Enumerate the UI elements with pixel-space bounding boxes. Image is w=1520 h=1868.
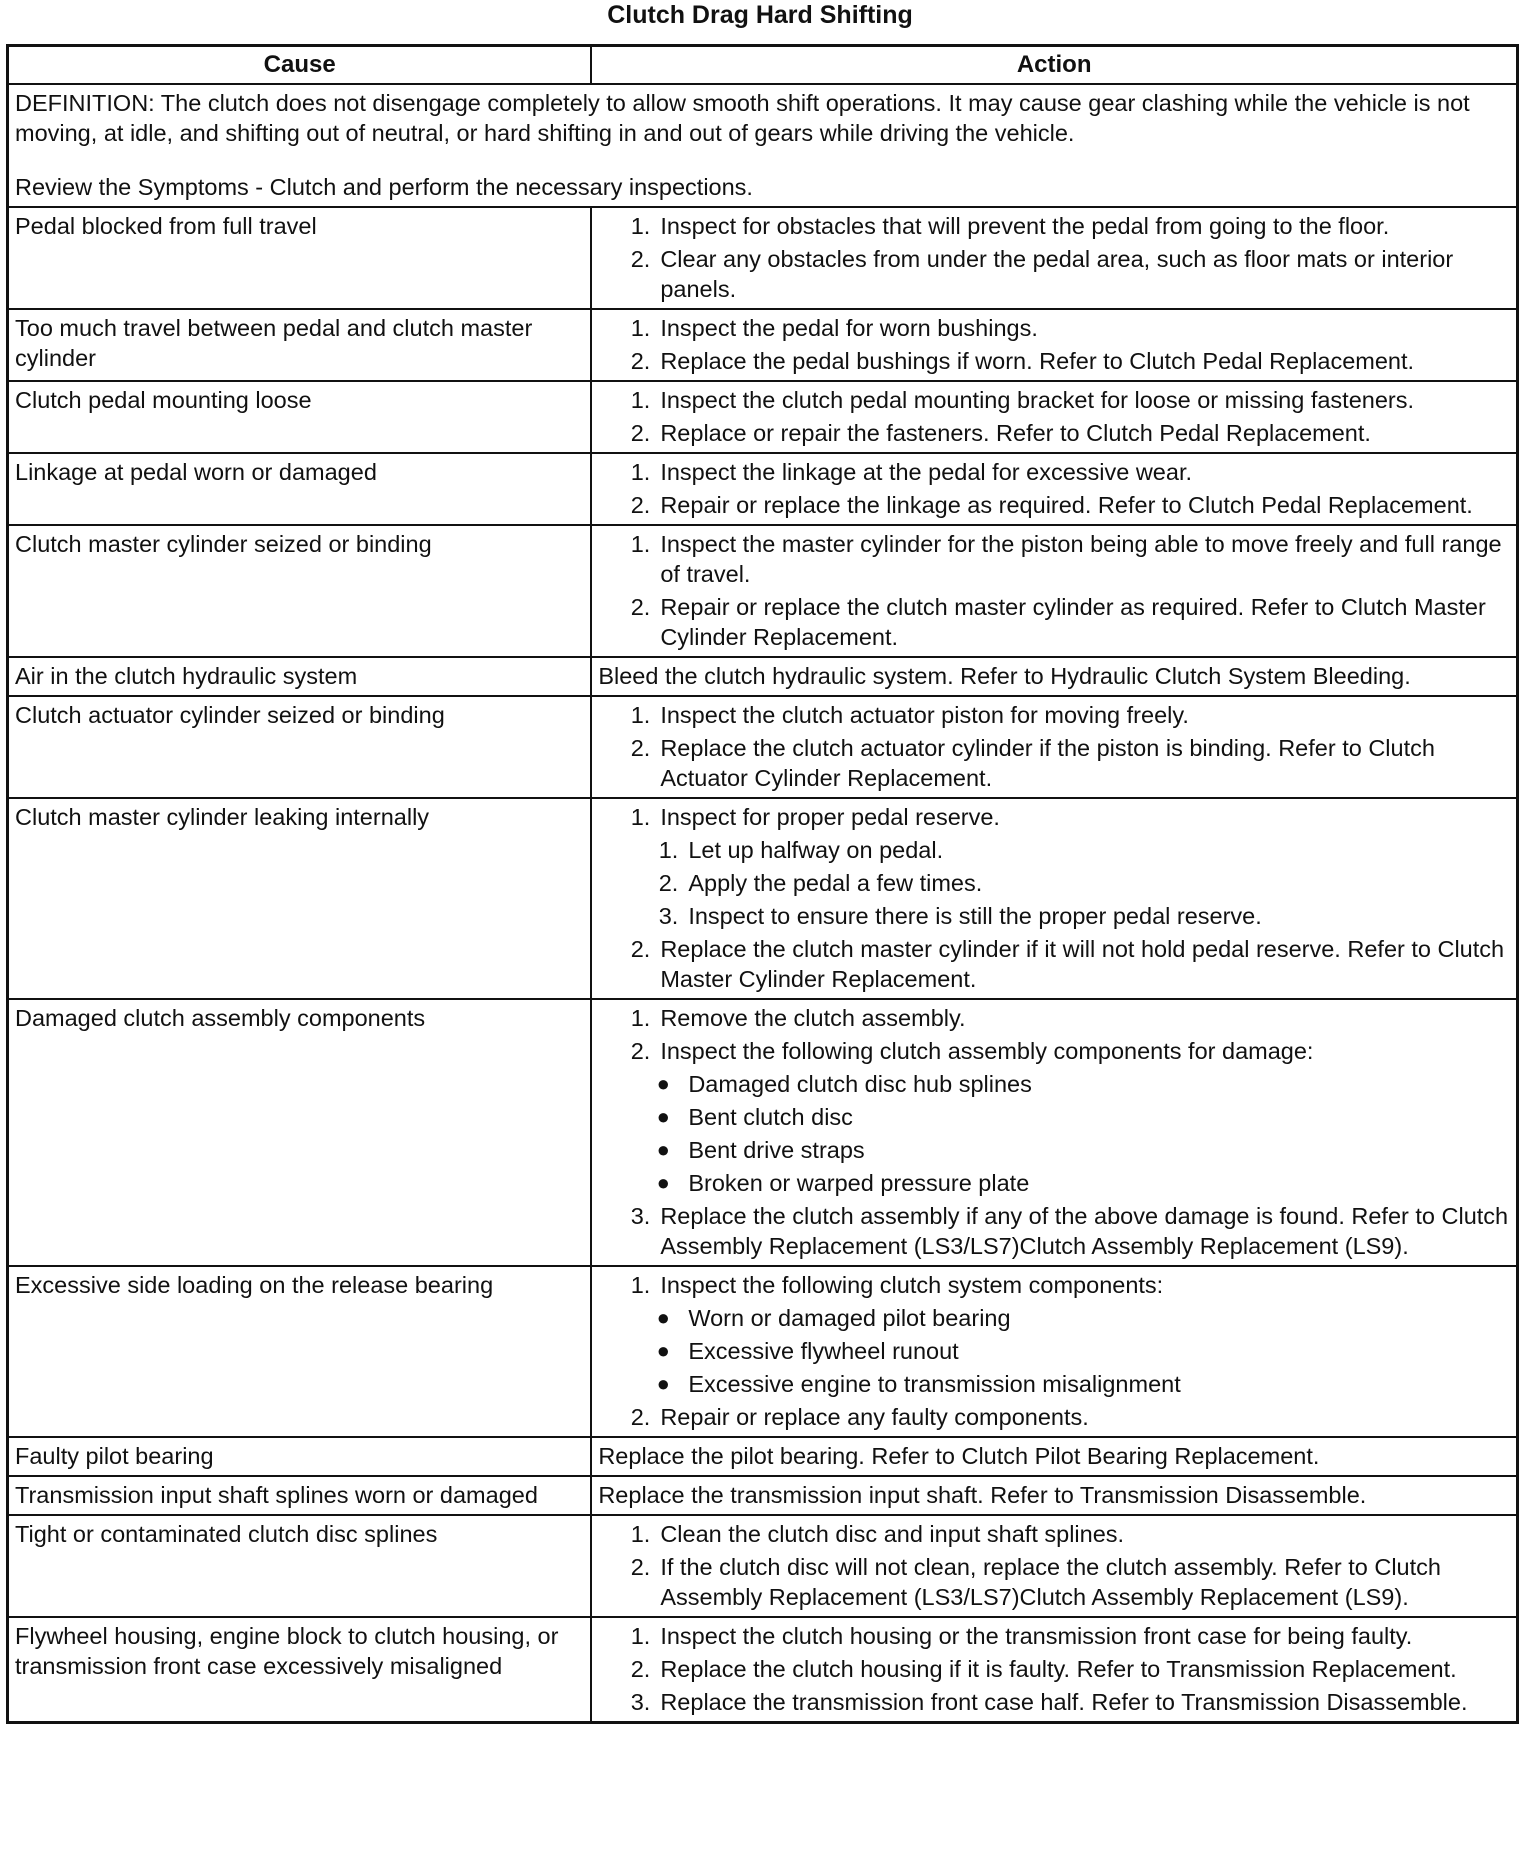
cause-cell: Damaged clutch assembly components (8, 999, 592, 1266)
cause-cell: Clutch actuator cylinder seized or binding (8, 696, 592, 798)
table-row (8, 1437, 1518, 1476)
bullet-item (598, 1102, 1510, 1132)
bullet-icon: ● (656, 1170, 670, 1195)
sub-step (598, 868, 1510, 898)
table-row (8, 1515, 1518, 1617)
action-step (598, 1519, 1510, 1549)
review-text: Review the Symptoms - Clutch and perform the necessary inspections. (15, 174, 753, 200)
action-step (598, 1654, 1510, 1684)
step-number: 2. (630, 246, 651, 272)
bullet-text: Excessive engine to transmission misalignment (688, 1371, 1181, 1397)
definition-text: DEFINITION: The clutch does not disengage completely to allow smooth shift operations. It may cause gear clashing while the vehicle is not moving, at idle, and shifting out of neutral, or hard shifting in and out of gears while driving the vehicle. (15, 90, 1470, 146)
step-text: Inspect the clutch pedal mounting bracket for loose or missing fasteners. (660, 387, 1415, 413)
step-number: 2. (630, 1038, 651, 1064)
header-row (8, 46, 1518, 85)
table-row (8, 1266, 1518, 1437)
step-text: Repair or replace the clutch master cylinder as required. Refer to Clutch Master Cylinder Replacement. (660, 594, 1486, 650)
bullet-icon: ● (656, 1137, 670, 1162)
table-row (8, 381, 1518, 453)
action-cell (591, 999, 1517, 1266)
step-number: 2. (630, 1656, 651, 1682)
cause-cell: Air in the clutch hydraulic system (8, 657, 592, 696)
bullet-item (598, 1336, 1510, 1366)
bullet-icon: ● (656, 1305, 670, 1330)
table-row (8, 657, 1518, 696)
action-cell: Replace the pilot bearing. Refer to Clutch Pilot Bearing Replacement. (591, 1437, 1517, 1476)
step-text: Inspect the following clutch system components: (660, 1272, 1164, 1298)
action-step (598, 490, 1510, 520)
bullet-item (598, 1303, 1510, 1333)
step-number: 1. (630, 1521, 651, 1547)
step-text: Inspect for obstacles that will prevent the pedal from going to the floor. (660, 213, 1390, 239)
step-number: 1. (630, 1005, 651, 1031)
step-text: Replace or repair the fasteners. Refer to Clutch Pedal Replacement. (660, 420, 1371, 446)
step-number: 1. (630, 1272, 651, 1298)
action-step (598, 313, 1510, 343)
step-number: 2. (630, 594, 651, 620)
bullet-icon: ● (656, 1371, 670, 1396)
action-cell (591, 453, 1517, 525)
step-number: 1. (630, 213, 651, 239)
table-row (8, 696, 1518, 798)
bullet-item (598, 1135, 1510, 1165)
cause-cell: Tight or contaminated clutch disc splines (8, 1515, 592, 1617)
step-text: Inspect the clutch housing or the transmission front case for being faulty. (660, 1623, 1413, 1649)
step-text: If the clutch disc will not clean, replace the clutch assembly. Refer to Clutch Assembly Replacement (LS3/LS7)Clutch Assembly Replacement (LS9). (660, 1554, 1441, 1610)
step-number: 1. (630, 387, 651, 413)
definition-cell (8, 84, 1518, 207)
action-header: Action (591, 46, 1517, 85)
cause-cell: Clutch master cylinder leaking internally (8, 798, 592, 999)
sub-step-number: 2. (658, 870, 679, 896)
action-cell (591, 1266, 1517, 1437)
action-step (598, 244, 1510, 304)
step-number: 3. (630, 1689, 651, 1715)
step-number: 2. (630, 348, 651, 374)
step-number: 2. (630, 735, 651, 761)
sub-step-number: 3. (658, 903, 679, 929)
step-text: Inspect for proper pedal reserve. (660, 804, 1000, 830)
action-step (598, 346, 1510, 376)
step-text: Replace the clutch assembly if any of the above damage is found. Refer to Clutch Assembly Replacement (LS3/LS7)Clutch Assembly Replacement (LS9). (660, 1203, 1509, 1259)
table-row (8, 1476, 1518, 1515)
step-text: Inspect the linkage at the pedal for excessive wear. (660, 459, 1193, 485)
cause-cell: Clutch master cylinder seized or binding (8, 525, 592, 657)
action-cell: Bleed the clutch hydraulic system. Refer to Hydraulic Clutch System Bleeding. (591, 657, 1517, 696)
step-number: 1. (630, 531, 651, 557)
cause-cell: Excessive side loading on the release bearing (8, 1266, 592, 1437)
sub-step-text: Let up halfway on pedal. (688, 837, 944, 863)
table-row (8, 999, 1518, 1266)
action-cell (591, 381, 1517, 453)
step-number: 2. (630, 936, 651, 962)
step-number: 1. (630, 1623, 651, 1649)
action-cell (591, 309, 1517, 381)
bullet-text: Worn or damaged pilot bearing (688, 1305, 1011, 1331)
action-step (598, 529, 1510, 589)
cause-cell: Flywheel housing, engine block to clutch housing, or transmission front case excessively misaligned (8, 1617, 592, 1723)
cause-cell: Linkage at pedal worn or damaged (8, 453, 592, 525)
cause-cell: Clutch pedal mounting loose (8, 381, 592, 453)
action-step (598, 1687, 1510, 1717)
step-text: Inspect the clutch actuator piston for moving freely. (660, 702, 1189, 728)
table-row (8, 525, 1518, 657)
step-text: Clear any obstacles from under the pedal area, such as floor mats or interior panels. (660, 246, 1454, 302)
step-text: Inspect the pedal for worn bushings. (660, 315, 1038, 341)
step-number: 1. (630, 459, 651, 485)
action-step (598, 1270, 1510, 1300)
step-text: Inspect the following clutch assembly components for damage: (660, 1038, 1314, 1064)
cause-cell: Faulty pilot bearing (8, 1437, 592, 1476)
action-step (598, 802, 1510, 832)
action-step (598, 457, 1510, 487)
bullet-icon: ● (656, 1104, 670, 1129)
step-text: Repair or replace the linkage as required. Refer to Clutch Pedal Replacement. (660, 492, 1473, 518)
action-cell: Replace the transmission input shaft. Refer to Transmission Disassemble. (591, 1476, 1517, 1515)
action-cell (591, 696, 1517, 798)
cause-cell: Pedal blocked from full travel (8, 207, 592, 309)
bullet-text: Broken or warped pressure plate (688, 1170, 1030, 1196)
bullet-text: Excessive flywheel runout (688, 1338, 959, 1364)
action-cell (591, 1515, 1517, 1617)
table-row (8, 798, 1518, 999)
step-text: Replace the clutch housing if it is faulty. Refer to Transmission Replacement. (660, 1656, 1457, 1682)
diagnostic-table (6, 44, 1519, 1724)
table-row (8, 309, 1518, 381)
sub-step-text: Apply the pedal a few times. (688, 870, 983, 896)
action-step (598, 592, 1510, 652)
action-step (598, 733, 1510, 793)
cause-header: Cause (8, 46, 592, 85)
action-step (598, 1036, 1510, 1066)
table-row (8, 1617, 1518, 1723)
table-row (8, 453, 1518, 525)
step-text: Inspect the master cylinder for the piston being able to move freely and full range of travel. (660, 531, 1502, 587)
bullet-item (598, 1168, 1510, 1198)
step-text: Replace the clutch master cylinder if it will not hold pedal reserve. Refer to Clutch Master Cylinder Replacement. (660, 936, 1505, 992)
step-text: Replace the pedal bushings if worn. Refer to Clutch Pedal Replacement. (660, 348, 1415, 374)
bullet-text: Damaged clutch disc hub splines (688, 1071, 1032, 1097)
step-number: 1. (630, 315, 651, 341)
bullet-icon: ● (656, 1338, 670, 1363)
action-step (598, 1201, 1510, 1261)
action-step (598, 700, 1510, 730)
step-number: 2. (630, 420, 651, 446)
step-number: 3. (630, 1203, 651, 1229)
bullet-text: Bent drive straps (688, 1137, 865, 1163)
action-step (598, 1621, 1510, 1651)
step-text: Remove the clutch assembly. (660, 1005, 966, 1031)
bullet-text: Bent clutch disc (688, 1104, 853, 1130)
sub-step (598, 835, 1510, 865)
step-text: Clean the clutch disc and input shaft splines. (660, 1521, 1125, 1547)
sub-step-number: 1. (658, 837, 679, 863)
sub-step (598, 901, 1510, 931)
step-text: Replace the transmission front case half. Refer to Transmission Disassemble. (660, 1689, 1468, 1715)
page-title: Clutch Drag Hard Shifting (607, 1, 913, 29)
step-text: Repair or replace any faulty components. (660, 1404, 1089, 1430)
action-cell (591, 1617, 1517, 1723)
action-step (598, 211, 1510, 241)
bullet-item (598, 1369, 1510, 1399)
cause-cell: Transmission input shaft splines worn or damaged (8, 1476, 592, 1515)
action-cell (591, 525, 1517, 657)
step-number: 2. (630, 1554, 651, 1580)
step-number: 1. (630, 702, 651, 728)
definition-row (8, 84, 1518, 207)
sub-step-text: Inspect to ensure there is still the proper pedal reserve. (688, 903, 1262, 929)
bullet-icon: ● (656, 1071, 670, 1096)
action-step (598, 934, 1510, 994)
action-step (598, 1402, 1510, 1432)
action-step (598, 418, 1510, 448)
step-number: 2. (630, 492, 651, 518)
action-step (598, 1003, 1510, 1033)
step-number: 2. (630, 1404, 651, 1430)
action-step (598, 385, 1510, 415)
table-row (8, 207, 1518, 309)
step-text: Replace the clutch actuator cylinder if the piston is binding. Refer to Clutch Actuator Cylinder Replacement. (660, 735, 1435, 791)
action-step (598, 1552, 1510, 1612)
bullet-item (598, 1069, 1510, 1099)
cause-cell: Too much travel between pedal and clutch master cylinder (8, 309, 592, 381)
step-number: 1. (630, 804, 651, 830)
action-cell (591, 207, 1517, 309)
action-cell (591, 798, 1517, 999)
